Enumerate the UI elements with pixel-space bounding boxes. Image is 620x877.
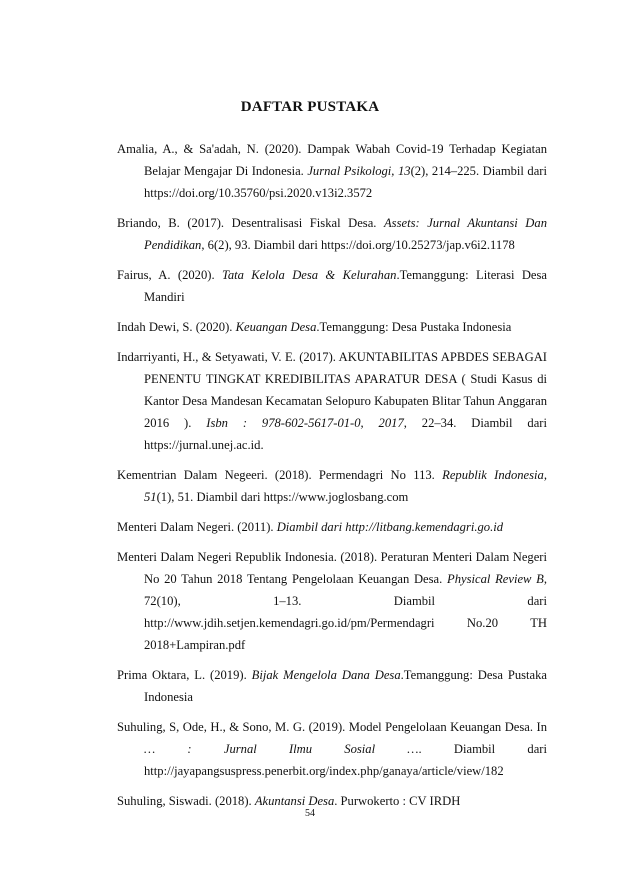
reference-source: … : Jurnal Ilmu Sosial … [144, 742, 419, 756]
reference-text: Menteri Dalam Negeri Republik Indonesia. (2018). Peraturan Menteri Dalam Negeri No 20 Tahun 2018 Tentang Pengelolaan Keuangan Desa. [117, 550, 547, 586]
reference-details: , 22–34. Diambil dari https://jurnal.unej.ac.id. [144, 416, 547, 452]
reference-text: Suhuling, Siswadi. (2018). [117, 794, 255, 808]
reference-text: Menteri Dalam Negeri. (2011). [117, 520, 277, 534]
reference-source: Jurnal Psikologi, 13 [307, 164, 411, 178]
reference-entry [117, 546, 547, 656]
reference-entry [117, 516, 547, 538]
reference-source: Tata Kelola Desa & Kelurahan [221, 268, 397, 282]
reference-source: Physical Review B [447, 572, 544, 586]
reference-details: .Temanggung: Desa Pustaka Indonesia [144, 668, 547, 704]
page-number: 54 [305, 808, 315, 819]
reference-details: .Temanggung: Literasi Desa Mandiri [144, 268, 548, 304]
reference-details: . Purwokerto : CV IRDH [334, 794, 461, 808]
reference-entry [117, 212, 547, 256]
reference-entry [117, 664, 547, 708]
reference-details: . Diambil dari http://jayapangsuspress.penerbit.org/index.php/ganaya/article/view/182 [144, 742, 547, 778]
reference-list [117, 138, 547, 820]
reference-details: , 6(2), 93. Diambil dari https://doi.org/10.25273/jap.v6i2.1178 [201, 238, 515, 252]
reference-source: Diambil dari http://litbang.kemendagri.go.id [276, 520, 504, 534]
reference-details: (1), 51. Diambil dari https://www.joglosbang.com [156, 490, 409, 504]
reference-entry [117, 316, 547, 338]
reference-text: Indarriyanti, H., & Setyawati, V. E. (2017). AKUNTABILITAS APBDES SEBAGAI PENENTU TINGKAT KREDIBILITAS APARATUR DESA ( Studi Kasus di Kantor Desa Mandesan Kecamatan Selopuro Kabupaten Blitar Tahun Anggaran 2016 ). [117, 350, 547, 430]
reference-source: Assets: Jurnal Akuntansi Dan Pendidikan [144, 216, 547, 252]
page-title: DAFTAR PUSTAKA [240, 99, 380, 115]
reference-text: Briando, B. (2017). Desentralisasi Fiskal Desa. [117, 216, 384, 230]
reference-text: Indah Dewi, S. (2020). [117, 320, 236, 334]
reference-source: Republik Indonesia, 51 [144, 468, 547, 504]
reference-entry [117, 464, 547, 508]
reference-text: Fairus, A. (2020). [117, 268, 222, 282]
reference-entry [117, 346, 547, 456]
reference-details: .Temanggung: Desa Pustaka Indonesia [316, 320, 512, 334]
reference-details: , 72(10), 1–13. Diambil dari http://www.jdih.setjen.kemendagri.go.id/pm/Permendagri No.20 TH 2018+Lampiran.pdf [144, 572, 547, 652]
reference-details: (2), 214–225. Diambil dari https://doi.org/10.35760/psi.2020.v13i2.3572 [144, 164, 547, 200]
reference-source: Keuangan Desa [235, 320, 317, 334]
reference-text: Amalia, A., & Sa'adah, N. (2020). Dampak Wabah Covid-19 Terhadap Kegiatan Belajar Mengajar Di Indonesia. [117, 142, 547, 178]
reference-entry [117, 264, 547, 308]
reference-entry [117, 716, 547, 782]
reference-entry [117, 138, 547, 204]
reference-text: Prima Oktara, L. (2019). [117, 668, 252, 682]
reference-source: Akuntansi Desa [254, 794, 335, 808]
reference-text: Suhuling, S, Ode, H., & Sono, M. G. (2019). Model Pengelolaan Keuangan Desa. In [117, 720, 547, 734]
reference-text: Kementrian Dalam Negeeri. (2018). Permendagri No 113. [117, 468, 443, 482]
reference-source: Bijak Mengelola Dana Desa [251, 668, 401, 682]
reference-source: Isbn : 978-602-5617-01-0, 2017 [206, 416, 404, 430]
